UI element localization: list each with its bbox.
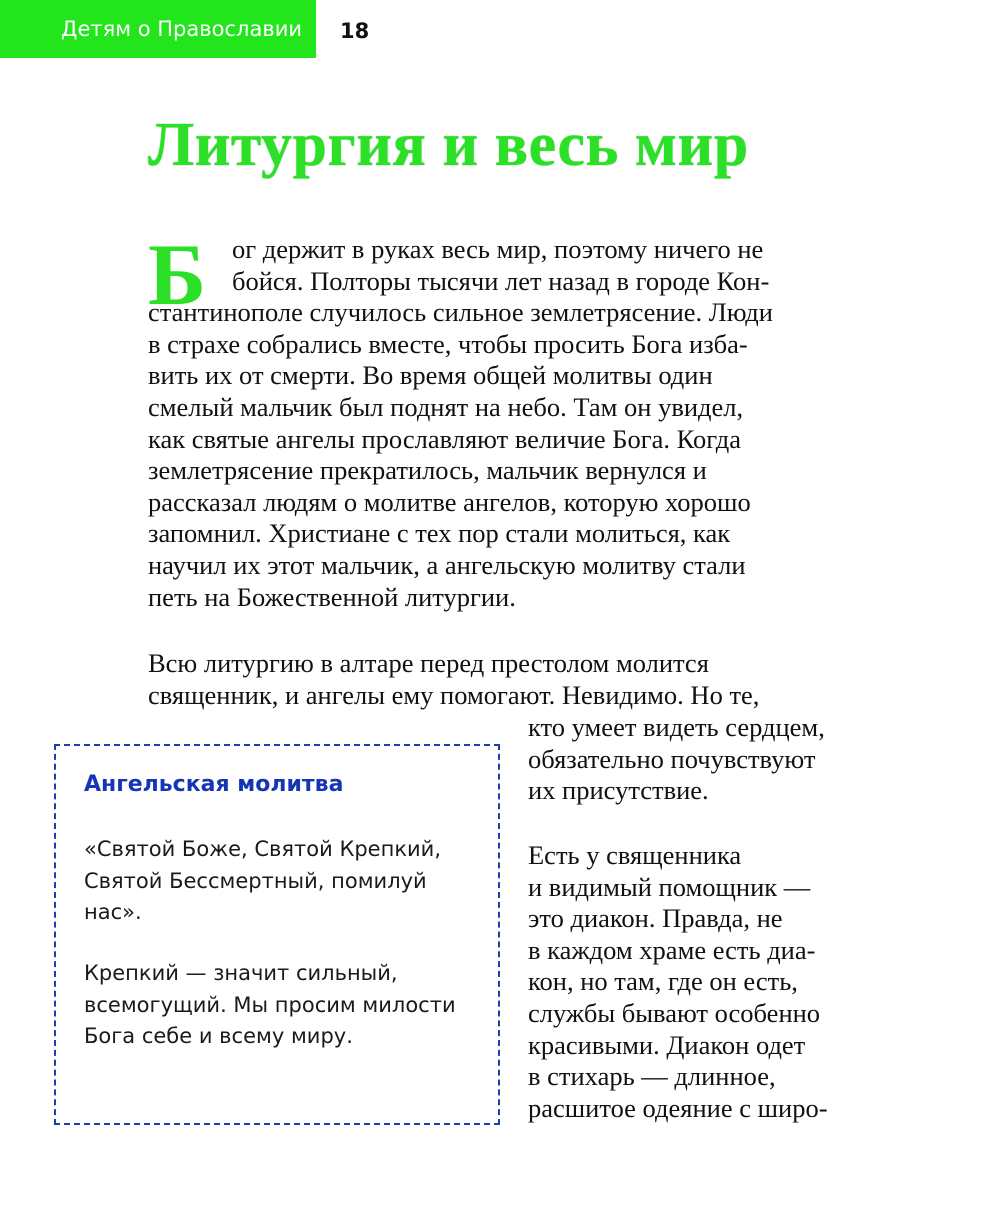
prayer-line: «Святой Боже, Святой Крепкий, <box>84 837 441 861</box>
paragraph-line: службы бывают особенно <box>528 997 821 1028</box>
paragraph-line: красивыми. Диакон одет <box>528 1029 806 1060</box>
sidebar-title: Ангельская молитва <box>84 772 344 797</box>
paragraph-line: их присутствие. <box>528 775 709 806</box>
prayer-text <box>84 834 441 929</box>
explanation-line: всемогущий. Мы просим милости <box>84 992 456 1017</box>
paragraph-line: и видимый помощник — <box>528 871 811 902</box>
paragraph-line: обязательно почувствуют <box>528 743 816 774</box>
paragraph-line: кон, но там, где он есть, <box>528 966 798 997</box>
paragraph-1 <box>148 227 773 613</box>
paragraph-line: Всю литургию в алтаре перед престолом молится <box>148 648 709 678</box>
paragraph-line: запомнил. Христиане с тех пор стали молиться, как <box>148 518 731 549</box>
paragraph-line: бойся. Полторы тысячи лет назад в городе Кон- <box>232 265 770 296</box>
explanation-line: Бога себе и всему миру. <box>84 1024 353 1048</box>
drop-cap: Б <box>148 227 207 324</box>
book-title-tab: Детям о Православии <box>0 0 316 58</box>
paragraph-line: вить их от смерти. Во время общей молитвы один <box>148 360 713 391</box>
explanation-text <box>84 958 456 1053</box>
paragraph-2-continued <box>528 712 825 807</box>
paragraph-line: научил их этот мальчик, а ангельскую молитву стали <box>148 549 746 580</box>
paragraph-line: кто умеет видеть сердцем, <box>528 712 825 742</box>
page-title: Литургия и весь мир <box>148 111 749 179</box>
paragraph-2 <box>148 648 759 711</box>
paragraph-line: в каждом храме есть диа- <box>528 934 816 965</box>
paragraph-line: ог держит в руках весь мир, поэтому ничего не <box>232 234 764 264</box>
paragraph-line: это диакон. Правда, не <box>528 903 783 934</box>
sidebar-box-angel-prayer <box>54 744 500 1125</box>
paragraph-line: священник, и ангелы ему помогают. Невидимо. Но те, <box>148 679 760 710</box>
prayer-line: нас». <box>84 900 142 924</box>
paragraph-line: как святые ангелы прославляют величие Бога. Когда <box>148 423 741 454</box>
paragraph-line: в страхе собрались вместе, чтобы просить Бога изба- <box>148 328 748 359</box>
paragraph-line: стантинополе случилось сильное землетрясение. Люди <box>148 297 773 328</box>
explanation-line: Крепкий — значит сильный, <box>84 961 398 985</box>
page-number: 18 <box>340 19 370 43</box>
paragraph-line: петь на Божественной литургии. <box>148 581 516 612</box>
prayer-line: Святой Бессмертный, помилуй <box>84 868 427 893</box>
paragraph-line: расшитое одеяние с широ- <box>528 1092 828 1123</box>
paragraph-line: в стихарь — длинное, <box>528 1061 776 1092</box>
paragraph-line: Есть у священника <box>528 840 742 870</box>
paragraph-3 <box>528 840 828 1124</box>
paragraph-line: рассказал людям о молитве ангелов, которую хорошо <box>148 486 751 517</box>
paragraph-line: смелый мальчик был поднят на небо. Там он увидел, <box>148 391 744 422</box>
paragraph-line: землетрясение прекратилось, мальчик вернулся и <box>148 455 707 486</box>
